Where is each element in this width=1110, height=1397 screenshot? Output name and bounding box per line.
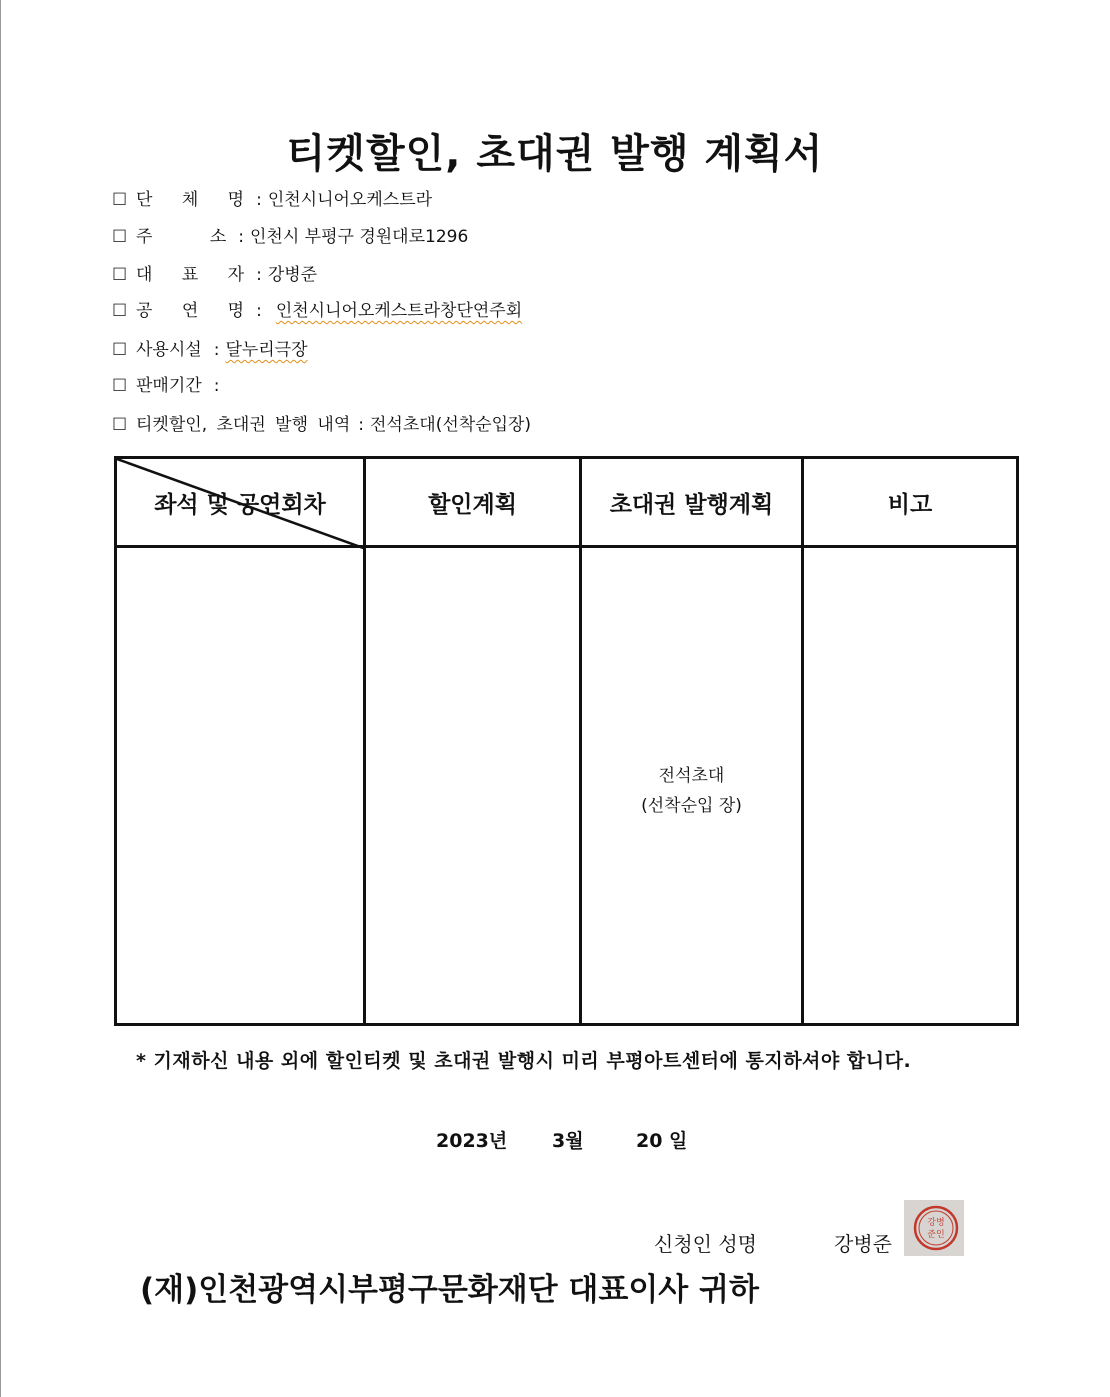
info-row-sales-period [112,374,225,398]
notice-text: * 기재하신 내용 외에 할인티켓 및 초대권 발행시 미리 부평아트센터에 통지하셔야 합니다. [136,1050,912,1072]
checkbox-icon: ☐ [112,415,128,435]
date-day: 20 일 [636,1130,688,1152]
info-value-representative: 강병준 [267,265,318,285]
info-colon: : [213,340,220,360]
svg-text:강병: 강병 [927,1218,945,1228]
checkbox-icon: ☐ [112,190,128,210]
cell-invitation [581,547,803,1025]
header-remarks: 비고 [803,458,1018,547]
info-value-ticket-details: 전석초대(선착순입장) [370,415,532,435]
checkbox-icon: ☐ [112,265,128,285]
info-colon: : [238,227,244,247]
info-row-group-name [112,188,432,212]
checkbox-icon: ☐ [112,340,128,360]
checkbox-icon: ☐ [112,376,128,396]
table-header-row [116,458,1018,547]
info-label: 주 소 [136,227,239,247]
date-month: 3월 [552,1130,584,1152]
applicant-label: 신청인 성명 [654,1232,757,1256]
header-seats [116,458,365,547]
cell-remarks [803,547,1018,1025]
info-row-ticket-details [112,413,531,437]
info-colon: : [256,265,262,285]
info-label: 단 체 명 [136,190,257,210]
info-label: 대 표 자 [136,265,257,285]
checkbox-icon: ☐ [112,227,128,247]
info-label: 공 연 명 [136,301,257,321]
invitation-line-2: (선착순입 장) [641,795,742,816]
info-value-group-name: 인천시니어오케스트라 [267,190,433,210]
plan-table [114,456,1019,1026]
recipient-text: (재)인천광역시부평구문화재단 대표이사 귀하 [140,1272,759,1308]
info-colon: : [213,376,220,396]
date-year: 2023년 [436,1130,508,1152]
info-label: 사용시설 [136,340,202,360]
info-value-venue: 달누리극장 [225,340,308,360]
cell-discount [365,547,581,1025]
info-row-address [112,225,468,249]
page-left-edge [0,0,1,1397]
info-row-performance [112,299,522,323]
svg-text:준인: 준인 [927,1230,945,1240]
document-title: 티켓할인, 초대권 발행 계획서 [286,131,824,177]
header-discount: 할인계획 [365,458,581,547]
seal-stamp [904,1200,964,1256]
info-value-performance: 인천시니어오케스트라창단연주회 [275,301,523,321]
info-colon: : [256,190,262,210]
applicant-name: 강병준 [834,1232,892,1256]
info-colon: : [358,415,364,435]
header-seats-label: 좌석 및 공연회차 [154,491,326,518]
table-row [116,547,1018,1025]
seal-icon [904,1200,964,1256]
info-value-address: 인천시 부평구 경원대로1296 [249,227,469,247]
info-colon: : [256,301,262,321]
cell-seats [116,547,365,1025]
info-label: 판매기간 [136,376,202,396]
header-invitation: 초대권 발행계획 [581,458,803,547]
info-row-venue [112,338,308,362]
info-label: 티켓할인, 초대권 발행 내역 [136,415,351,435]
invitation-line-1: 전석초대 [658,765,725,786]
checkbox-icon: ☐ [112,301,128,321]
info-row-representative [112,263,317,287]
